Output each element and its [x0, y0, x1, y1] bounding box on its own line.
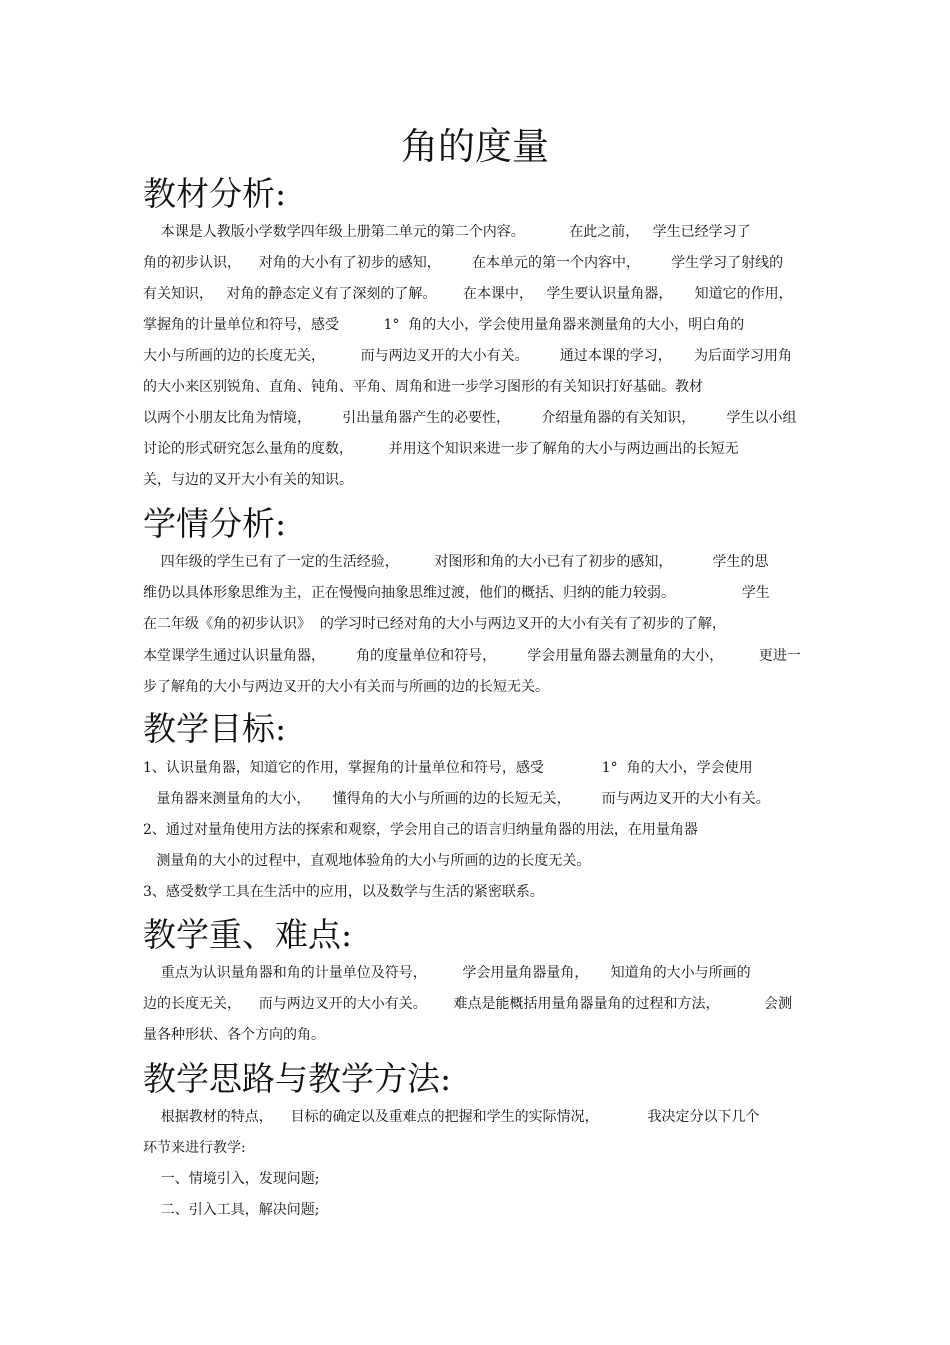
paragraph-line: 维仍以具体形象思维为主，正在慢慢向抽象思维过渡，他们的概括、归纳的能力较弱。 学生: [143, 585, 770, 601]
paragraph-line: 关，与边的叉开大小有关的知识。: [143, 472, 353, 488]
goal-line: 3、感受数学工具在生活中的应用，以及数学与生活的紧密联系。: [143, 884, 544, 900]
paragraph-line: 在二年级《角的初步认识》 的学习时已经对角的大小与两边叉开的大小有关有了初步的了解，: [143, 616, 726, 632]
section-heading-textbook-analysis: 教材分析:: [143, 174, 287, 213]
paragraph-line: 讨论的形式研究怎么量角的度数， 并用这个知识来进一步了解角的大小与两边画出的长短无: [143, 441, 739, 457]
document-title: 角的度量: [401, 125, 549, 168]
section-heading-student-analysis: 学情分析:: [143, 504, 287, 543]
goal-line: 量角器来测量角的大小， 懂得角的大小与所画的边的长短无关， 而与两边叉开的大小有关。: [143, 791, 770, 807]
paragraph-line: 根据教材的特点， 目标的确定以及重难点的把握和学生的实际情况， 我决定分以下几个: [143, 1109, 760, 1125]
paragraph-line: 四年级的学生已有了一定的生活经验， 对图形和角的大小已有了初步的感知， 学生的思: [143, 554, 769, 570]
paragraph-line: 掌握角的计量单位和符号，感受 1° 角的大小，学会使用量角器来测量角的大小，明白角的: [143, 317, 745, 333]
paragraph-line: 重点为认识量角器和角的计量单位及符号， 学会用量角器量角， 知道角的大小与所画的: [143, 965, 751, 981]
goal-line: 2、通过对量角使用方法的探索和观察，学会用自己的语言归纳量角器的用法，在用量角器: [143, 822, 698, 838]
paragraph-line: 大小与所画的边的长度无关， 而与两边叉开的大小有关。 通过本课的学习， 为后面学习用角: [143, 348, 793, 364]
goal-line: 1、认识量角器，知道它的作用，掌握角的计量单位和符号，感受 1° 角的大小，学会使用: [143, 760, 753, 776]
section-heading-methods: 教学思路与教学方法:: [143, 1059, 452, 1098]
paragraph-line: 的大小来区别锐角、直角、钝角、平角、周角和进一步学习图形的有关知识打好基础。教材: [143, 379, 703, 395]
paragraph-line: 本堂课学生通过认识量角器， 角的度量单位和符号， 学会用量角器去测量角的大小， 更进一: [143, 648, 801, 664]
section-heading-teaching-goals: 教学目标:: [143, 709, 287, 748]
list-item: 二、引入工具，解决问题;: [143, 1202, 320, 1218]
goal-line: 测量角的大小的过程中，直观地体验角的大小与所画的边的长度无关。: [143, 853, 591, 869]
paragraph-line: 边的长度无关， 而与两边叉开的大小有关。 难点是能概括用量角器量角的过程和方法， 会测: [143, 996, 793, 1012]
paragraph-line: 本课是人教版小学数学四年级上册第二单元的第二个内容。 在此之前， 学生已经学习了: [143, 224, 751, 240]
section-heading-key-points: 教学重、难点:: [143, 915, 353, 954]
paragraph-line: 步了解角的大小与两边叉开的大小有关而与所画的边的长短无关。: [143, 679, 549, 695]
paragraph-line: 以两个小朋友比角为情境， 引出量角器产生的必要性， 介绍量角器的有关知识， 学生以小组: [143, 410, 797, 426]
paragraph-line: 量各种形状、各个方向的角。: [143, 1027, 325, 1043]
paragraph-line: 角的初步认识， 对角的大小有了初步的感知， 在本单元的第一个内容中， 学生学习了射线的: [143, 255, 784, 271]
paragraph-line: 有关知识， 对角的静态定义有了深刻的了解。 在本课中， 学生要认识量角器， 知道它的作用，: [143, 286, 793, 302]
paragraph-line: 环节来进行教学:: [143, 1140, 246, 1156]
list-item: 一、情境引入，发现问题;: [143, 1171, 320, 1187]
